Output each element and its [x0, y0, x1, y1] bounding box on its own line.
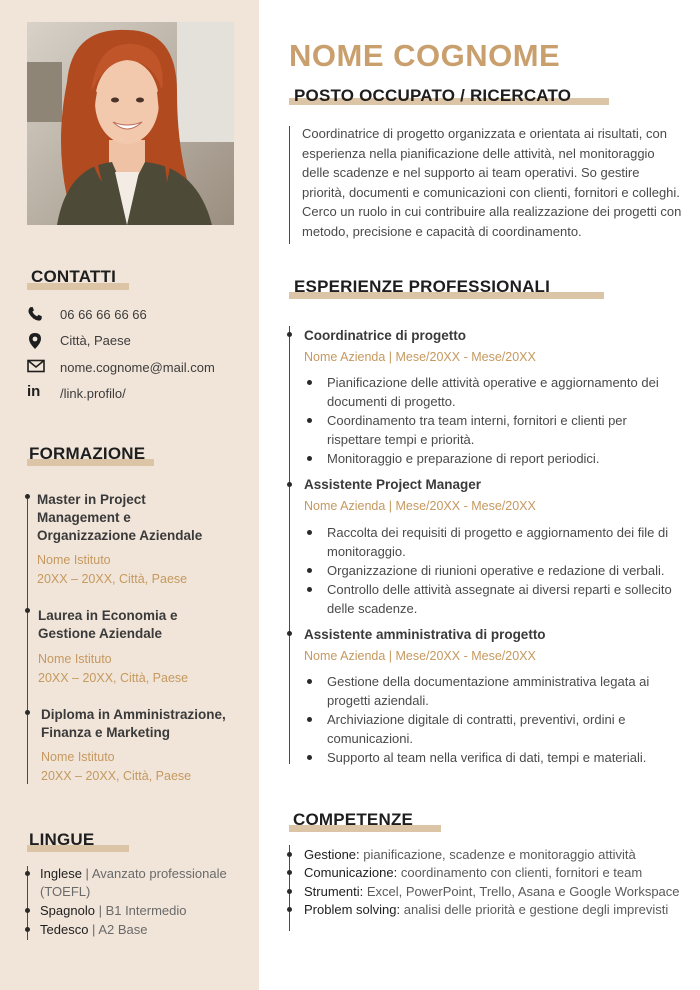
- experience-timeline-dot: [287, 631, 292, 636]
- job-bullet: Archiviazione digitale di contratti, preventivi, ordini e comunicazioni.: [327, 710, 682, 748]
- languages-timeline-dot: [25, 871, 30, 876]
- skill-item: [304, 846, 689, 864]
- profile-summary: Coordinatrice di progetto organizzata e orientata ai risultati, con esperienza nella pianificazione delle attività, nel monitoraggio delle scadenze e nel supporto ai team operativi. So gestire priorità, documenti e comunicazioni con clienti, fornitori e colleghi. Cerco un ruolo in cui contribuire alla realizzazione dei progetti con metodo, precisione e capacità di coordinamento.: [302, 126, 682, 239]
- contact-linkedin[interactable]: [27, 382, 252, 402]
- job-company: Nome Azienda | Mese/20XX - Mese/20XX: [304, 350, 536, 364]
- education-meta: 20XX – 20XX, Città, Paese: [41, 769, 192, 783]
- profile-photo: [27, 22, 234, 225]
- skill-desc: pianificazione, scadenze e monitoraggio attività: [363, 847, 636, 862]
- skill-desc: analisi delle priorità e gestione degli imprevisti: [403, 902, 669, 917]
- language-name: Tedesco: [40, 922, 89, 937]
- position-title: POSTO OCCUPATO / RICERCATO: [294, 86, 572, 105]
- skill-desc: Excel, PowerPoint, Trello, Asana e Google Workspace: [366, 884, 680, 899]
- education-title: FORMAZIONE: [29, 444, 146, 463]
- job-bullets: [327, 523, 682, 618]
- contact-email-text[interactable]: nome.cognome@mail.com: [60, 360, 215, 375]
- contact-phone-text: 06 66 66 66 66: [60, 307, 147, 322]
- location-pin-icon: [27, 332, 45, 350]
- education-institute: Nome Istituto: [37, 553, 111, 567]
- linkedin-icon-label: in: [27, 383, 41, 400]
- experience-timeline-dot: [287, 332, 292, 337]
- education-degree: Laurea in Economia e Gestione Aziendale: [38, 608, 178, 641]
- job-bullet: Controllo delle attività assegnate ai diversi reparti e sollecito delle scadenze.: [327, 580, 682, 618]
- linkedin-icon: [27, 383, 45, 401]
- job-bullets: [327, 373, 682, 468]
- skill-name: Strumenti:: [304, 884, 364, 899]
- skill-name: Gestione:: [304, 847, 360, 862]
- job-bullet: Coordinamento tra team interni, fornitori e clienti per rispettare tempi e priorità.: [327, 411, 682, 449]
- sidebar: [0, 0, 259, 990]
- job-company: Nome Azienda | Mese/20XX - Mese/20XX: [304, 649, 536, 663]
- experience-timeline-dot: [287, 482, 292, 487]
- language-item: Inglese | Avanzato professionale (TOEFL): [40, 866, 227, 899]
- job-title: Assistente Project Manager: [304, 477, 482, 492]
- summary-rule: [289, 126, 290, 244]
- languages-title: LINGUE: [29, 830, 95, 849]
- skills-title: COMPETENZE: [293, 810, 414, 829]
- job-bullets: [327, 672, 682, 767]
- education-institute: Nome Istituto: [41, 750, 115, 764]
- skill-item: [304, 901, 689, 919]
- skills-timeline-dot: [287, 907, 292, 912]
- skill-item: [304, 883, 689, 901]
- education-degree: Diploma in Amministrazione, Finanza e Marketing: [41, 707, 226, 740]
- skills-timeline-dot: [287, 889, 292, 894]
- contact-location: [27, 331, 252, 351]
- skills-timeline-dot: [287, 870, 292, 875]
- language-item: Tedesco | A2 Base: [40, 922, 148, 937]
- contact-linkedin-text[interactable]: /link.profilo/: [60, 386, 126, 401]
- skill-item: [304, 864, 689, 882]
- experience-title: ESPERIENZE PROFESSIONALI: [294, 277, 551, 296]
- contact-email[interactable]: [27, 358, 252, 378]
- skill-name: Problem solving:: [304, 902, 401, 917]
- languages-timeline-dot: [25, 927, 30, 932]
- skills-timeline: [289, 845, 290, 931]
- language-item: Spagnolo | B1 Intermedio: [40, 903, 187, 918]
- skills-timeline-dot: [287, 852, 292, 857]
- experience-timeline: [289, 326, 290, 764]
- phone-icon: [27, 306, 45, 324]
- education-timeline-dot: [25, 494, 30, 499]
- skill-desc: coordinamento con clienti, fornitori e team: [400, 865, 643, 880]
- job-bullet: Raccolta dei requisiti di progetto e aggiornamento dei file di monitoraggio.: [327, 523, 682, 561]
- education-institute: Nome Istituto: [38, 652, 112, 666]
- education-timeline-dot: [25, 710, 30, 715]
- skill-name: Comunicazione:: [304, 865, 398, 880]
- job-title: Coordinatrice di progetto: [304, 328, 466, 343]
- candidate-name: NOME COGNOME: [289, 38, 561, 73]
- job-bullet: Pianificazione delle attività operative e aggiornamento dei documenti di progetto.: [327, 373, 682, 411]
- job-bullet: Gestione della documentazione amministrativa legata ai progetti aziendali.: [327, 672, 682, 710]
- job-bullet: Supporto al team nella verifica di dati, tempi e materiali.: [327, 748, 682, 767]
- education-meta: 20XX – 20XX, Città, Paese: [37, 572, 188, 586]
- education-timeline: [27, 494, 28, 784]
- contacts-title: CONTATTI: [31, 267, 117, 286]
- job-bullet: Monitoraggio e preparazione di report periodici.: [327, 449, 682, 468]
- education-meta: 20XX – 20XX, Città, Paese: [38, 671, 189, 685]
- language-name: Spagnolo: [40, 903, 95, 918]
- education-timeline-dot: [25, 608, 30, 613]
- languages-timeline-dot: [25, 908, 30, 913]
- job-company: Nome Azienda | Mese/20XX - Mese/20XX: [304, 499, 536, 513]
- language-level: A2 Base: [98, 922, 148, 937]
- contact-location-text: Città, Paese: [60, 333, 131, 348]
- envelope-icon: [27, 359, 45, 377]
- language-level: Avanzato professionale (TOEFL): [40, 866, 227, 899]
- language-name: Inglese: [40, 866, 82, 881]
- job-title: Assistente amministrativa di progetto: [304, 627, 546, 642]
- education-degree: Master in Project Management e Organizzazione Aziendale: [37, 492, 203, 543]
- contact-phone: [27, 305, 252, 325]
- language-level: B1 Intermedio: [105, 903, 187, 918]
- job-bullet: Organizzazione di riunioni operative e redazione di verbali.: [327, 561, 682, 580]
